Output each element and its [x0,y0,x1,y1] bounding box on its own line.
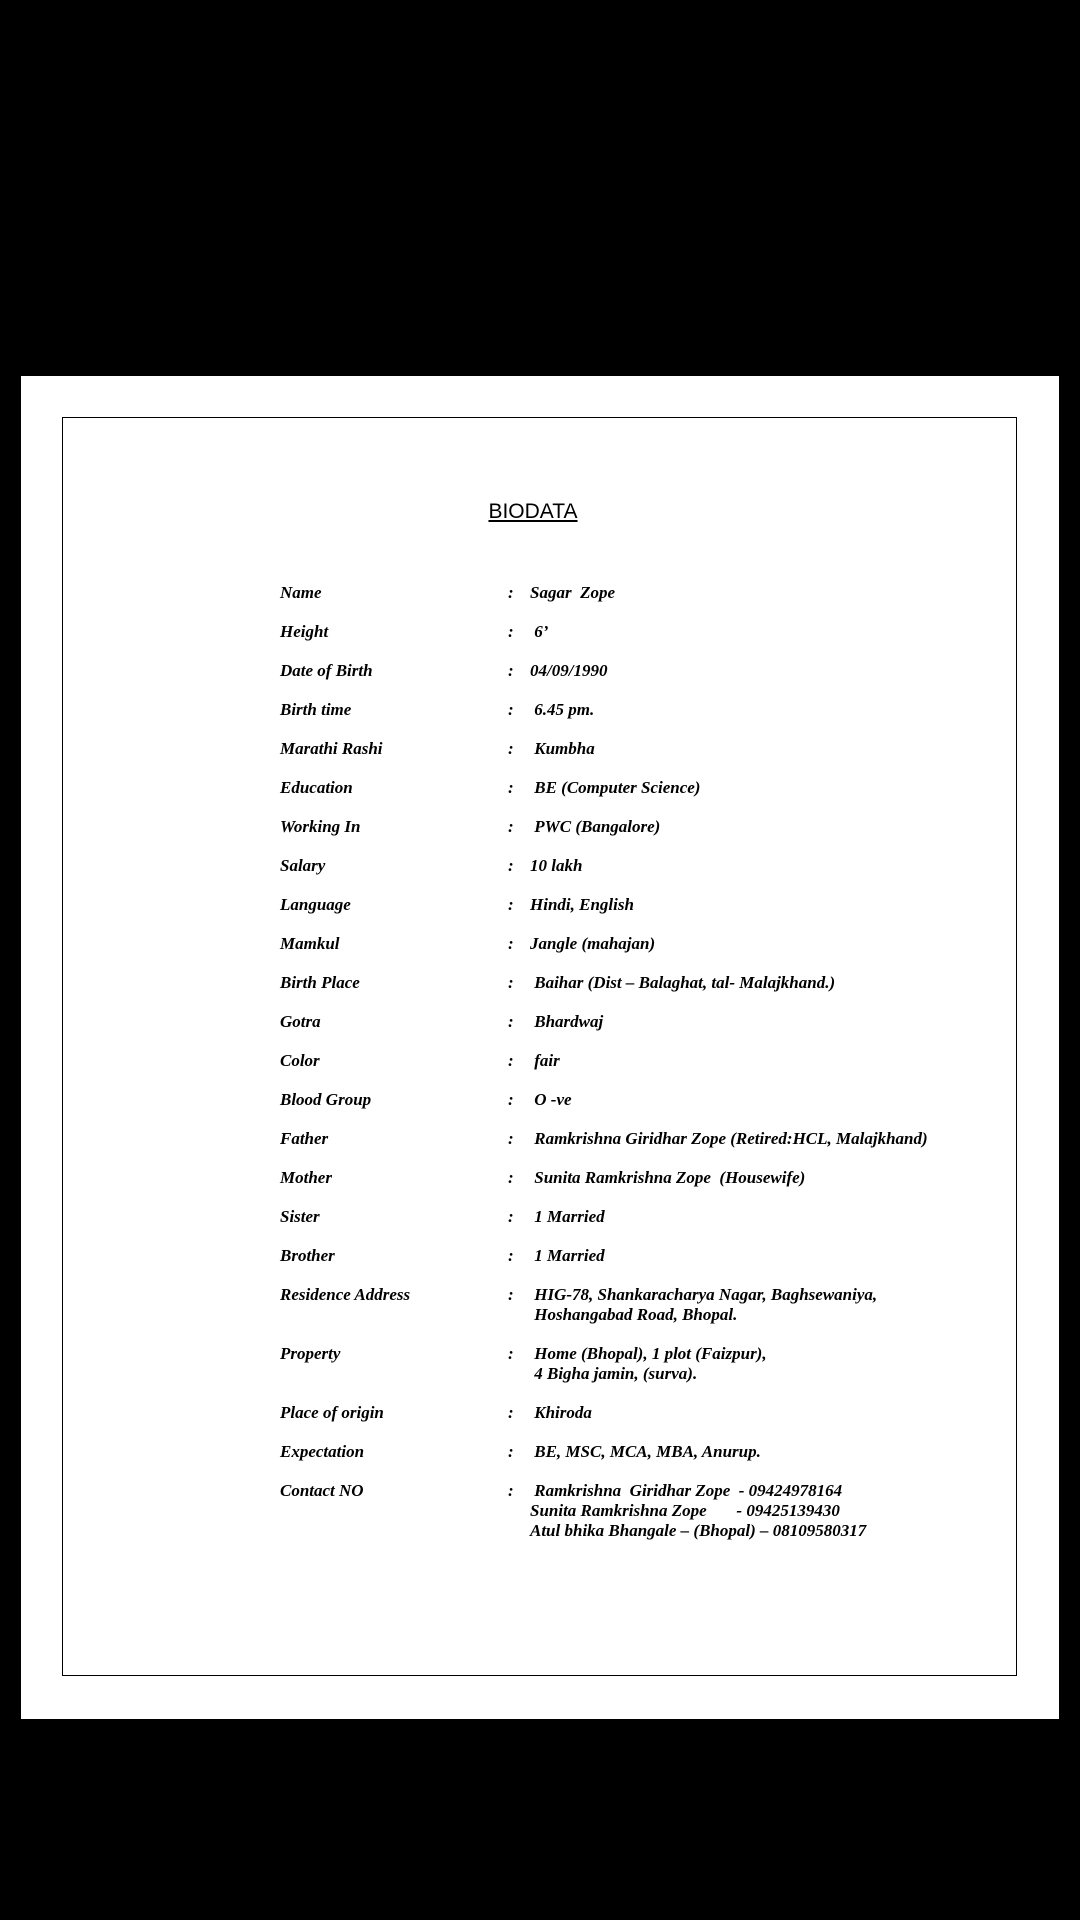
field-value [530,895,980,915]
field-label: Property [280,1344,341,1363]
field-label: Gotra [280,1012,321,1031]
field-value [530,856,980,876]
field-label: Mamkul [280,934,340,953]
field-value-line: Atul bhika Bhangale – (Bhopal) – 08109580317 [530,1521,867,1540]
field-value [530,817,980,837]
field-value-line: O -ve [530,1090,572,1109]
field-label: Marathi Rashi [280,739,383,758]
biodata-row [280,583,980,603]
field-value-line: 04/09/1990 [530,661,608,680]
field-separator: : [508,1442,514,1461]
field-label: Residence Address [280,1285,411,1304]
field-value-line: Hoshangabad Road, Bhopal. [530,1305,738,1324]
field-separator: : [508,1129,514,1148]
field-value [530,583,980,603]
field-value [530,973,980,993]
field-value [530,1207,980,1227]
field-label: Birth time [280,700,352,719]
field-value [530,700,980,720]
biodata-row [280,1442,980,1462]
field-separator: : [508,1168,514,1187]
field-value-line: Sunita Ramkrishna Zope (Housewife) [530,1168,806,1187]
field-separator: : [508,1012,514,1031]
field-separator: : [508,1246,514,1265]
field-value [530,1285,980,1325]
field-value [530,661,980,681]
field-label: Sister [280,1207,320,1226]
biodata-row [280,1051,980,1071]
field-value-line: 10 lakh [530,856,583,875]
field-value-line: Hindi, English [530,895,634,914]
field-separator: : [508,1090,514,1109]
field-label: Date of Birth [280,661,373,680]
field-value-line: 6.45 pm. [530,700,595,719]
field-value-line: fair [530,1051,560,1070]
field-separator: : [508,583,514,602]
field-label: Father [280,1129,329,1148]
field-separator: : [508,1403,514,1422]
field-label: Place of origin [280,1403,384,1422]
biodata-row [280,1285,980,1325]
field-value-line: Sunita Ramkrishna Zope - 09425139430 [530,1501,840,1520]
field-value-line: Baihar (Dist – Balaghat, tal- Malajkhand.) [530,973,836,992]
field-value-line: Ramkrishna Giridhar Zope (Retired:HCL, Malajkhand) [530,1129,928,1148]
field-separator: : [508,778,514,797]
biodata-row [280,1168,980,1188]
field-value [530,778,980,798]
field-separator: : [508,1285,514,1304]
field-label: Mother [280,1168,332,1187]
field-value-line: 1 Married [530,1246,605,1265]
field-value [530,1481,980,1541]
field-value [530,1246,980,1266]
field-label: Education [280,778,353,797]
field-value-line: Bhardwaj [530,1012,604,1031]
biodata-row [280,1403,980,1423]
biodata-row [280,934,980,954]
field-value [530,1403,980,1423]
field-value-line: Home (Bhopal), 1 plot (Faizpur), [530,1344,767,1363]
field-label: Salary [280,856,326,875]
field-value [530,1168,980,1188]
biodata-row [280,973,980,993]
biodata-row [280,856,980,876]
field-separator: : [508,1207,514,1226]
page-title: BIODATA [488,500,578,523]
field-label: Brother [280,1246,335,1265]
field-separator: : [508,1481,514,1500]
field-value [530,1442,980,1462]
field-label: Working In [280,817,361,836]
field-value [530,1344,980,1384]
biodata-row [280,1481,980,1541]
field-value-line: Khiroda [530,1403,592,1422]
biodata-row [280,895,980,915]
field-value-line: Ramkrishna Giridhar Zope - 09424978164 [530,1481,843,1500]
field-separator: : [508,700,514,719]
field-value-line: 1 Married [530,1207,605,1226]
field-separator: : [508,1344,514,1363]
biodata-row [280,661,980,681]
biodata-fields [280,583,980,1560]
biodata-row [280,778,980,798]
biodata-row [280,1344,980,1384]
field-separator: : [508,934,514,953]
field-value [530,934,980,954]
field-value-line: BE, MSC, MCA, MBA, Anurup. [530,1442,761,1461]
field-value [530,739,980,759]
field-separator: : [508,895,514,914]
field-label: Contact NO [280,1481,364,1500]
field-separator: : [508,973,514,992]
field-value [530,622,980,642]
field-value [530,1051,980,1071]
field-separator: : [508,856,514,875]
field-value-line: 4 Bigha jamin, (surva). [530,1364,698,1383]
biodata-row [280,817,980,837]
biodata-row [280,622,980,642]
field-value [530,1090,980,1110]
field-value-line: 6’ [530,622,549,641]
field-value-line: Kumbha [530,739,595,758]
biodata-row [280,1246,980,1266]
field-label: Name [280,583,322,602]
biodata-row [280,1207,980,1227]
field-separator: : [508,739,514,758]
field-label: Birth Place [280,973,360,992]
field-value-line: PWC (Bangalore) [530,817,661,836]
biodata-row [280,739,980,759]
field-value-line: Sagar Zope [530,583,615,602]
field-separator: : [508,661,514,680]
field-separator: : [508,1051,514,1070]
field-label: Color [280,1051,320,1070]
biodata-row [280,1090,980,1110]
field-separator: : [508,622,514,641]
biodata-row [280,1012,980,1032]
field-value-line: BE (Computer Science) [530,778,701,797]
field-value [530,1129,980,1149]
field-label: Language [280,895,351,914]
field-label: Expectation [280,1442,365,1461]
field-value-line: Jangle (mahajan) [530,934,656,953]
biodata-row [280,700,980,720]
field-separator: : [508,817,514,836]
field-value-line: HIG-78, Shankaracharya Nagar, Baghsewaniya, [530,1285,878,1304]
biodata-row [280,1129,980,1149]
field-label: Height [280,622,329,641]
field-label: Blood Group [280,1090,372,1109]
field-value [530,1012,980,1032]
